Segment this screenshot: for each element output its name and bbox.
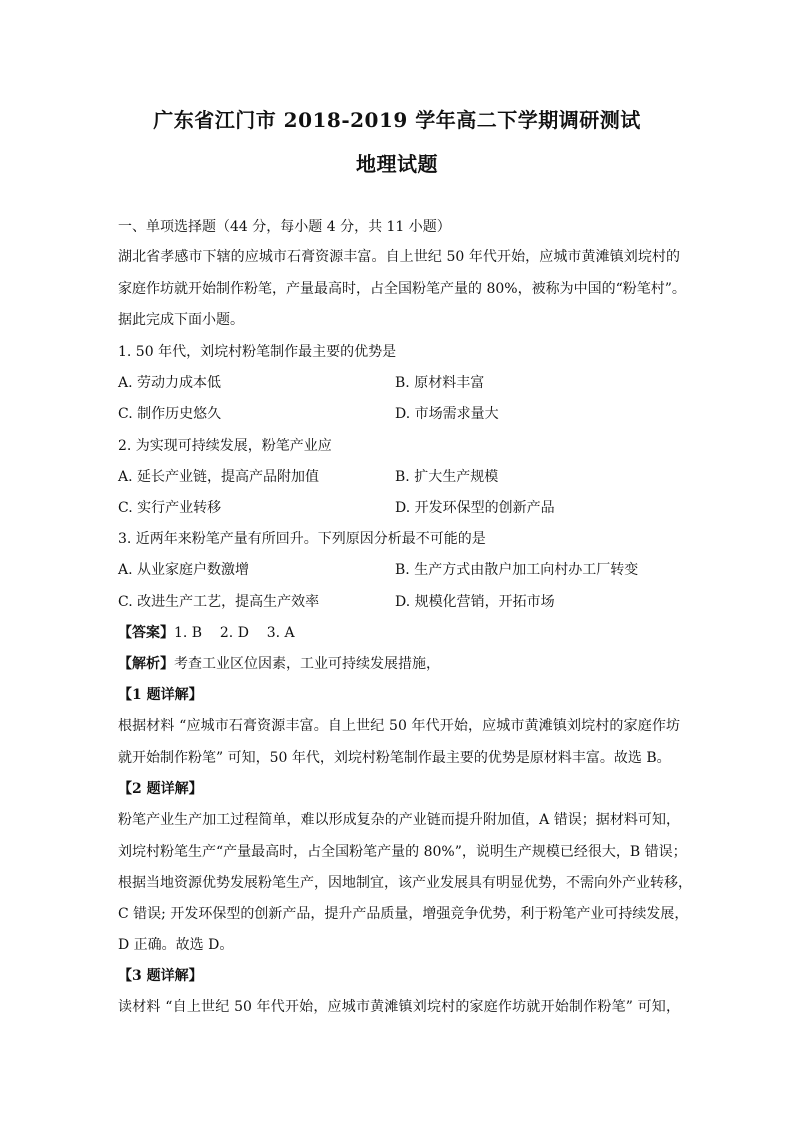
question-stem: 2. 为实现可持续发展，粉笔产业应 bbox=[118, 438, 332, 454]
option-b: B. 原材料丰富 bbox=[395, 375, 485, 391]
option-a: A. 延长产业链，提高产品附加值 bbox=[118, 469, 320, 485]
answer-text: 1. B 2. D 3. A bbox=[174, 625, 295, 641]
question-stem: 3. 近两年来粉笔产量有所回升。下列原因分析最不可能的是 bbox=[118, 531, 486, 547]
detail-heading: 【2 题详解】 bbox=[118, 781, 203, 797]
detail-heading: 【1 题详解】 bbox=[118, 687, 203, 703]
analysis-line bbox=[118, 655, 680, 673]
material-line: 据此完成下面小题。 bbox=[118, 312, 244, 328]
option-b: B. 生产方式由散户加工向村办工厂转变 bbox=[395, 562, 639, 578]
document-subtitle: 地理试题 bbox=[356, 152, 438, 176]
section-heading: 一、单项选择题（44 分，每小题 4 分，共 11 小题） bbox=[118, 219, 451, 235]
analysis-label: 【解析】 bbox=[118, 656, 174, 672]
material-line: 湖北省孝感市下辖的应城市石膏资源丰富。自上世纪 50 年代开始，应城市黄滩镇刘垸村的 bbox=[118, 249, 680, 265]
detail-line: C 错误; 开发环保型的创新产品，提升产品质量，增强竞争优势，利于粉笔产业可持续发展， bbox=[118, 906, 689, 922]
analysis-text: 考查工业区位因素，工业可持续发展措施， bbox=[174, 656, 440, 672]
option-d: D. 开发环保型的创新产品 bbox=[395, 500, 555, 516]
option-a: A. 从业家庭户数激增 bbox=[118, 562, 250, 578]
option-d: D. 规模化营销，开拓市场 bbox=[395, 594, 555, 610]
detail-line: 刘垸村粉笔生产“产量最高时，占全国粉笔产量的 80%”，说明生产规模已经很大，B 错误； bbox=[118, 844, 687, 860]
question-stem: 1. 50 年代，刘垸村粉笔制作最主要的优势是 bbox=[118, 344, 397, 360]
option-d: D. 市场需求量大 bbox=[395, 406, 499, 422]
document-title: 广东省江门市 2018-2019 学年高二下学期调研测试 bbox=[153, 108, 641, 132]
detail-heading: 【3 题详解】 bbox=[118, 968, 203, 984]
detail-line: 就开始制作粉笔” 可知，50 年代，刘垸村粉笔制作最主要的优势是原材料丰富。故选 B。 bbox=[118, 750, 671, 766]
detail-line: 根据材料 “应城市石膏资源丰富。自上世纪 50 年代开始，应城市黄滩镇刘垸村的家庭作坊 bbox=[118, 718, 680, 734]
option-a: A. 劳动力成本低 bbox=[118, 375, 222, 391]
option-c: C. 制作历史悠久 bbox=[118, 406, 222, 422]
material-line: 家庭作坊就开始制作粉笔，产量最高时，占全国粉笔产量的 80%，被称为中国的“粉笔村”。 bbox=[118, 281, 686, 297]
option-c: C. 实行产业转移 bbox=[118, 500, 222, 516]
answer-label: 【答案】 bbox=[118, 625, 174, 641]
answer-line bbox=[118, 624, 680, 642]
option-b: B. 扩大生产规模 bbox=[395, 469, 499, 485]
detail-line: 粉笔产业生产加工过程简单，难以形成复杂的产业链而提升附加值，A 错误；据材料可知， bbox=[118, 812, 680, 828]
detail-line: 根据当地资源优势发展粉笔生产，因地制宜，该产业发展具有明显优势，不需向外产业转移， bbox=[118, 875, 692, 891]
detail-line: 读材料 “自上世纪 50 年代开始，应城市黄滩镇刘垸村的家庭作坊就开始制作粉笔” 可知， bbox=[118, 999, 680, 1015]
detail-line: D 正确。故选 D。 bbox=[118, 937, 234, 953]
option-c: C. 改进生产工艺，提高生产效率 bbox=[118, 594, 320, 610]
